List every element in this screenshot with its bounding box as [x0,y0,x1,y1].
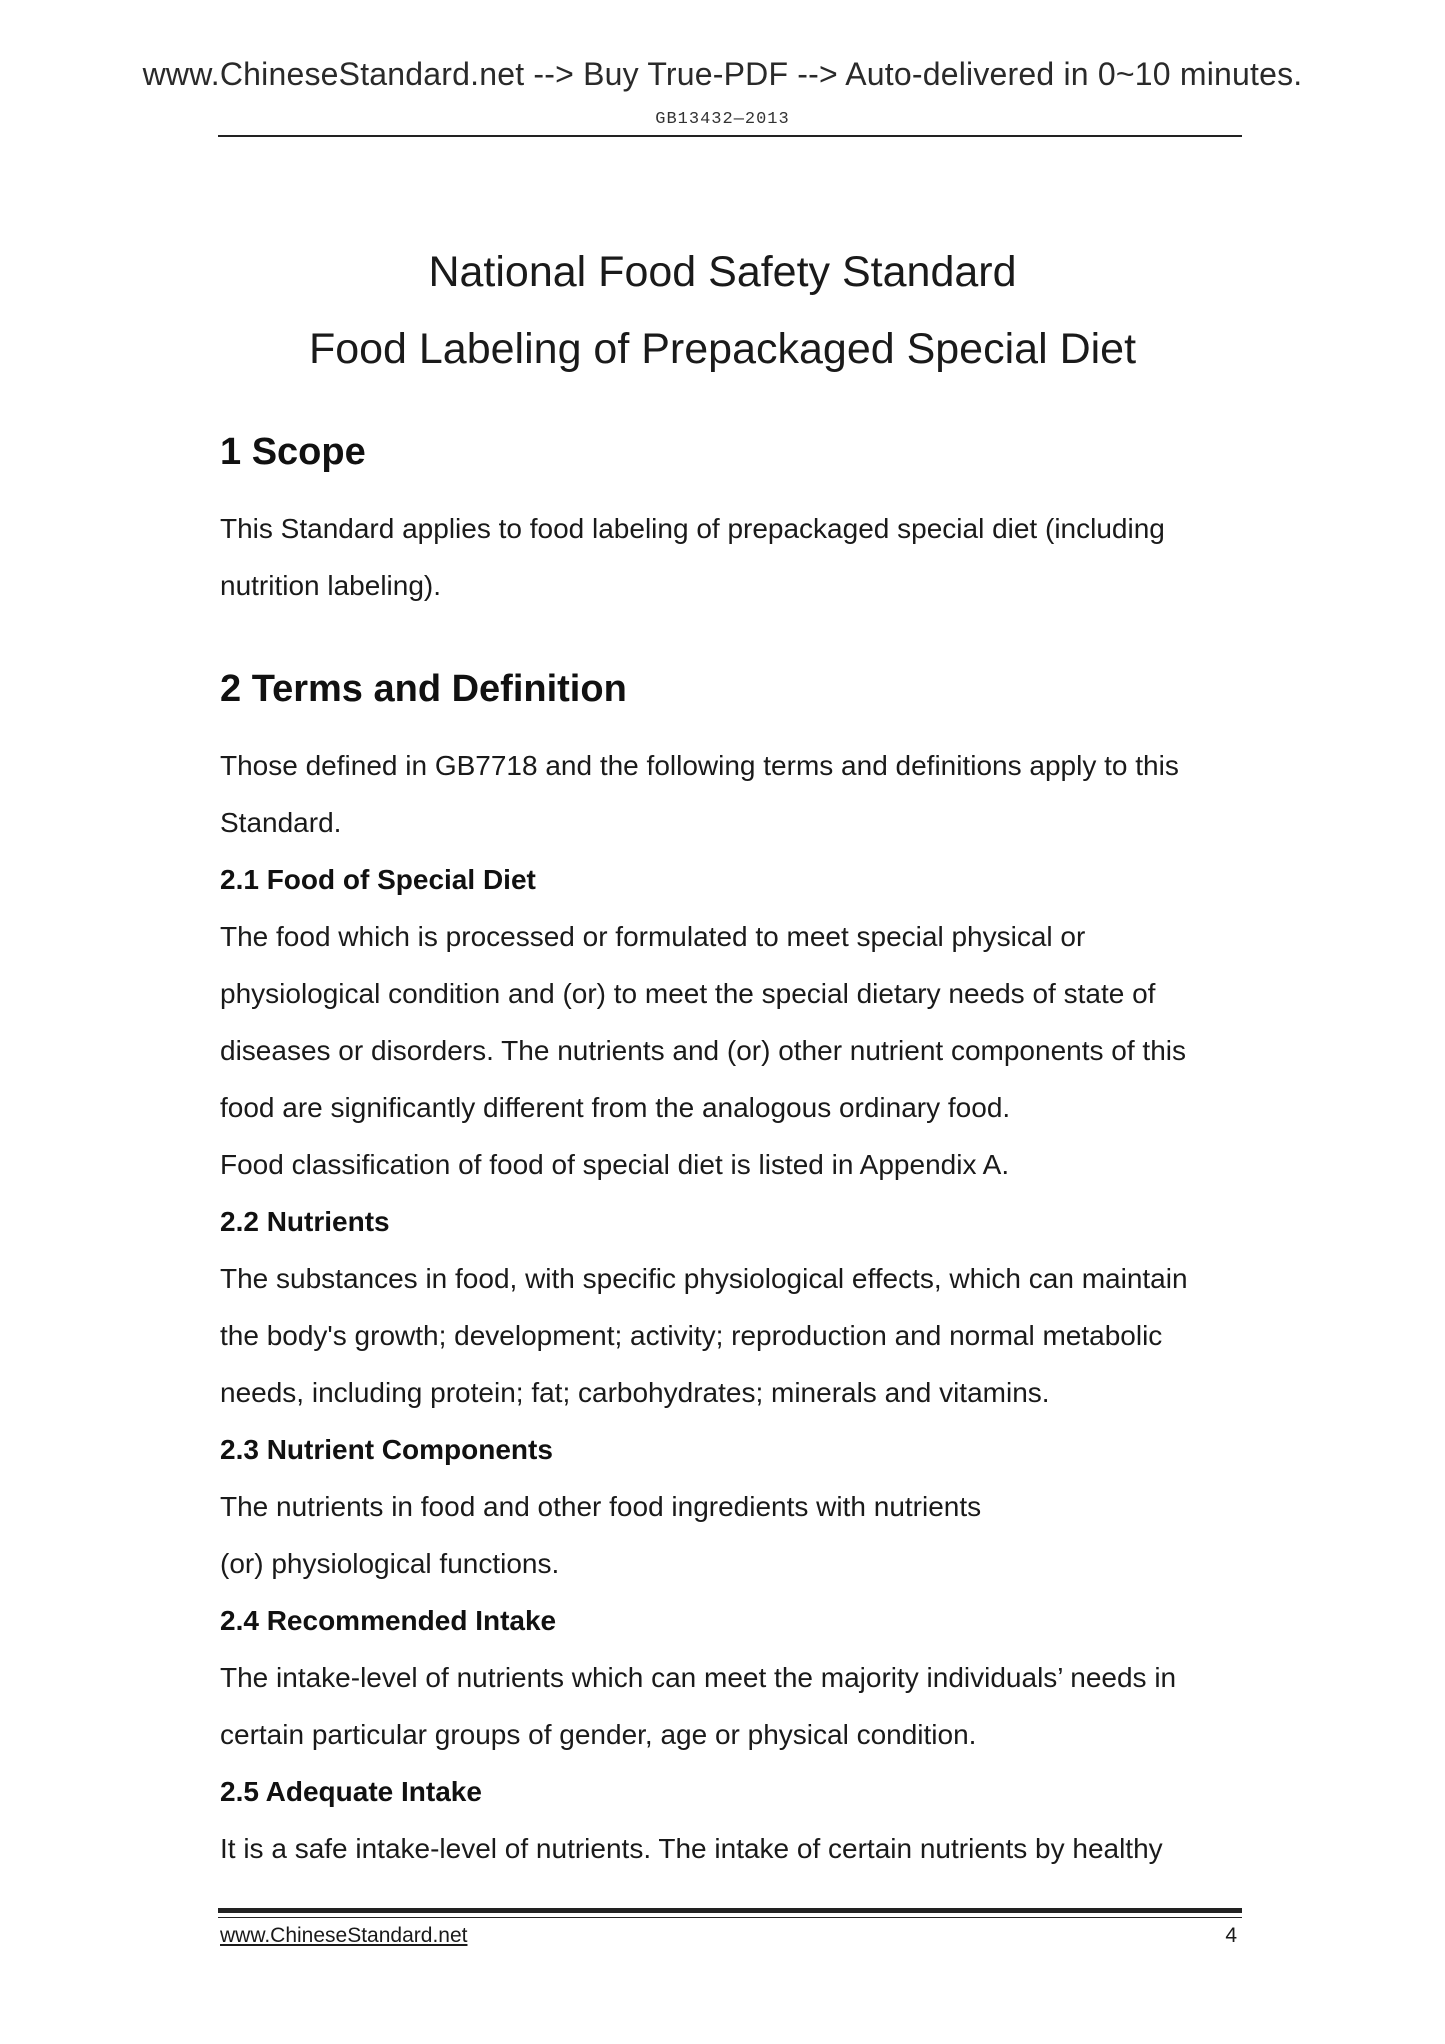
paragraph-line: nutrition labeling). [220,570,442,601]
section-scope [220,430,1250,614]
section-heading: 1 Scope [220,431,366,473]
footer-divider-thin [218,1917,1242,1918]
subsection-heading: 2.3 Nutrient Components [220,1434,553,1465]
subsection-heading: 2.5 Adequate Intake [220,1776,482,1807]
paragraph-line: needs, including protein; fat; carbohydrates; minerals and vitamins. [220,1377,1050,1408]
paragraph-line: physiological condition and (or) to meet the special dietary needs of state of [220,978,1156,1009]
page-number: 4 [1225,1924,1237,1947]
document-title-line-1: National Food Safety Standard [428,248,1017,296]
paragraph-line: certain particular groups of gender, age or physical condition. [220,1719,977,1750]
paragraph-line: It is a safe intake-level of nutrients. The intake of certain nutrients by healthy [220,1833,1163,1864]
footer-divider-thick [218,1908,1242,1913]
paragraph-line: The intake-level of nutrients which can meet the majority individuals’ needs in [220,1662,1177,1693]
paragraph-line: Food classification of food of special diet is listed in Appendix A. [220,1149,1010,1180]
subsection-heading: 2.1 Food of Special Diet [220,864,536,895]
paragraph-line: The nutrients in food and other food ingredients with nutrients [220,1491,982,1522]
paragraph-line: food are significantly different from the analogous ordinary food. [220,1092,1011,1123]
footer-site-link[interactable]: www.ChineseStandard.net [220,1924,468,1947]
subsection-heading: 2.4 Recommended Intake [220,1605,557,1636]
paragraph-line: Standard. [220,807,342,838]
document-code: GB13432—2013 [655,110,790,129]
paragraph-line: Those defined in GB7718 and the following terms and definitions apply to this [220,750,1179,781]
paragraph-line: diseases or disorders. The nutrients and (or) other nutrient components of this [220,1035,1186,1066]
site-banner: www.ChineseStandard.net --> Buy True-PDF --> Auto-delivered in 0~10 minutes. [142,56,1303,92]
document-body [220,430,1250,1877]
paragraph-line: (or) physiological functions. [220,1548,560,1579]
paragraph-line: The substances in food, with specific physiological effects, which can maintain [220,1263,1188,1294]
paragraph-line: This Standard applies to food labeling of prepackaged special diet (including [220,513,1165,544]
document-title-line-2: Food Labeling of Prepackaged Special Diet [308,325,1137,373]
section-terms [220,667,1250,1877]
subsection-heading: 2.2 Nutrients [220,1206,390,1237]
paragraph-line: the body's growth; development; activity; reproduction and normal metabolic [220,1320,1163,1351]
paragraph-line: The food which is processed or formulated to meet special physical or [220,921,1086,952]
section-heading: 2 Terms and Definition [220,668,627,710]
header-divider [218,135,1242,137]
